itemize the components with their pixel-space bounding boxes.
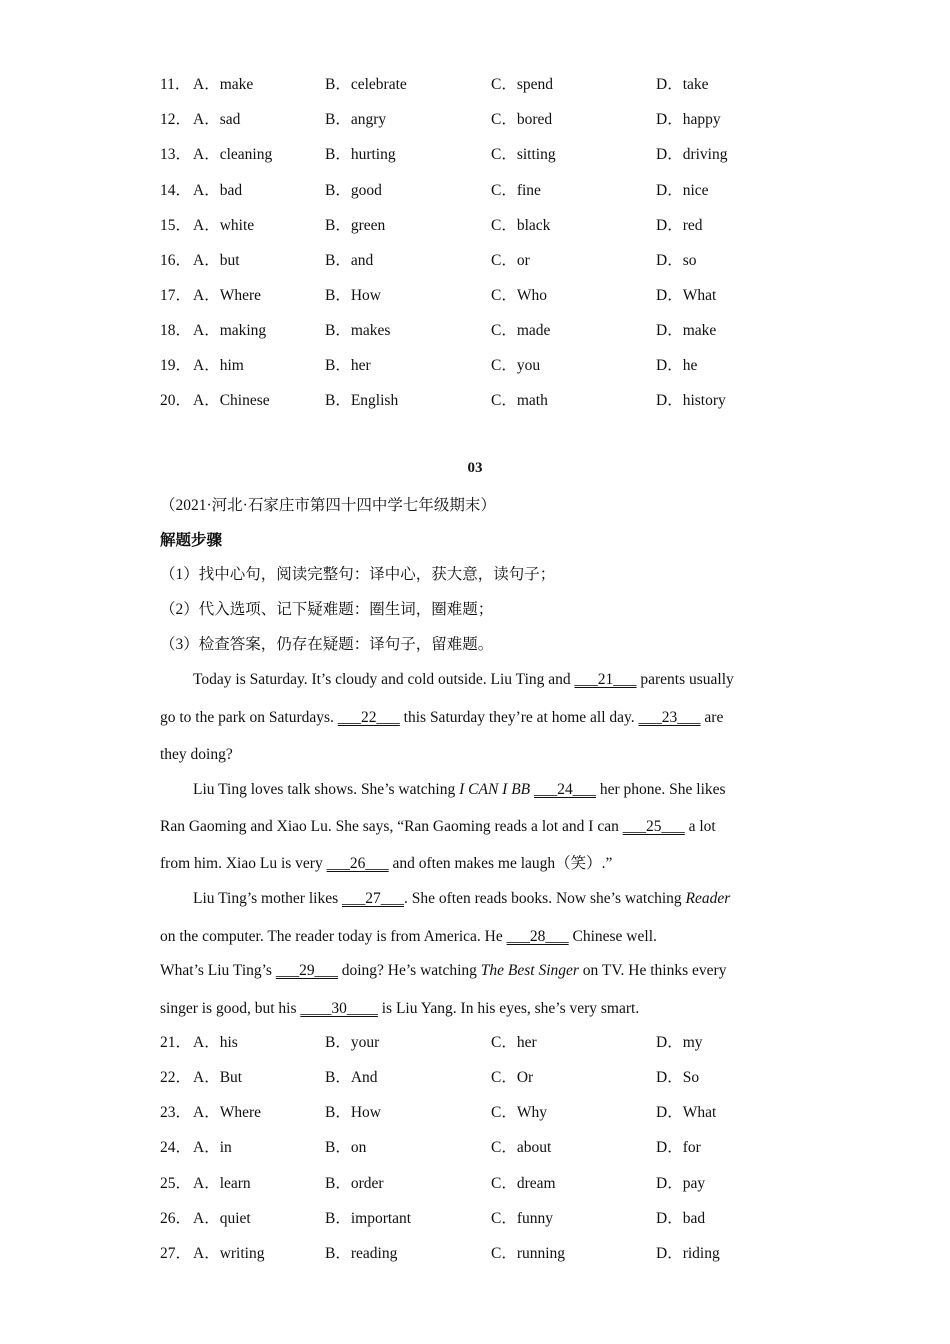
option-b: B．makes: [325, 322, 391, 339]
option-d: D．What: [656, 1104, 717, 1121]
text: are: [700, 709, 724, 726]
question-number: 23．: [160, 1104, 192, 1121]
question-row: [160, 1102, 800, 1124]
blank-25: ___25___: [622, 818, 685, 835]
question-number: 27．: [160, 1245, 192, 1262]
text: they doing?: [160, 746, 233, 763]
option-a: A．Where: [193, 287, 261, 304]
option-a: A．cleaning: [193, 146, 273, 163]
option-a: A．making: [193, 322, 267, 339]
option-c: C．sitting: [491, 146, 556, 163]
passage-line: [160, 744, 788, 766]
option-c: C．or: [491, 252, 530, 269]
option-c: C．you: [491, 357, 541, 374]
option-d: D．for: [656, 1139, 701, 1156]
question-row: [160, 215, 800, 237]
text: on the computer. The reader today is from America. He: [160, 928, 507, 945]
question-row: [160, 390, 800, 412]
option-a: A．his: [193, 1034, 238, 1051]
text: singer is good, but his: [160, 1000, 301, 1017]
question-row: [160, 1173, 800, 1195]
text: is Liu Yang. In his eyes, she’s very smart.: [377, 1000, 640, 1017]
option-b: B．her: [325, 357, 371, 374]
option-a: A．him: [193, 357, 244, 374]
option-a: A．But: [193, 1069, 243, 1086]
steps-heading: 解题步骤: [160, 532, 223, 549]
option-b: B．angry: [325, 111, 387, 128]
option-b: B．and: [325, 252, 374, 269]
option-a: A．but: [193, 252, 240, 269]
question-number: 26．: [160, 1210, 192, 1227]
text: on TV. He thinks every: [578, 962, 727, 979]
option-c: C．math: [491, 392, 548, 409]
passage-line: [160, 926, 788, 948]
passage-line: [160, 779, 821, 801]
option-b: B．on: [325, 1139, 367, 1156]
option-d: D．red: [656, 217, 703, 234]
text: Chinese well.: [568, 928, 657, 945]
text: from him. Xiao Lu is very: [160, 855, 327, 872]
option-a: A．learn: [193, 1175, 251, 1192]
question-number: 20．: [160, 392, 192, 409]
blank-28: ___28___: [506, 928, 569, 945]
option-b: B．celebrate: [325, 76, 407, 93]
passage-line: [160, 888, 821, 910]
section-number: 03: [467, 460, 483, 476]
show-title: I CAN I BB: [459, 781, 531, 798]
option-d: D．happy: [656, 111, 721, 128]
option-d: D．riding: [656, 1245, 720, 1262]
question-number: 12．: [160, 111, 192, 128]
option-a: A．sad: [193, 111, 241, 128]
blank-29: ___29___: [275, 962, 338, 979]
option-c: C．Or: [491, 1069, 534, 1086]
question-number: 21．: [160, 1034, 192, 1051]
option-d: D．so: [656, 252, 697, 269]
option-a: A．white: [193, 217, 255, 234]
blank-30: ____30____: [300, 1000, 378, 1017]
text: Today is Saturday. It’s cloudy and cold outside. Liu Ting and: [193, 671, 575, 688]
show-title: The Best Singer: [480, 962, 579, 979]
option-d: D．take: [656, 76, 709, 93]
option-d: D．make: [656, 322, 717, 339]
option-c: C．funny: [491, 1210, 554, 1227]
source-line: （2021·河北·石家庄市第四十四中学七年级期末）: [160, 497, 496, 514]
option-b: B．How: [325, 1104, 381, 1121]
text: doing? He’s watching: [337, 962, 481, 979]
question-number: 11．: [160, 76, 191, 93]
text: go to the park on Saturdays.: [160, 709, 338, 726]
option-b: B．important: [325, 1210, 412, 1227]
option-b: B．hurting: [325, 146, 396, 163]
text: Liu Ting’s mother likes: [193, 890, 342, 907]
passage-line: [160, 707, 788, 729]
option-d: D．pay: [656, 1175, 706, 1192]
option-c: C．about: [491, 1139, 552, 1156]
option-c: C．fine: [491, 182, 541, 199]
text: . She often reads books. Now she’s watching: [404, 890, 686, 907]
blank-27: ___27___: [342, 890, 404, 907]
option-d: D．So: [656, 1069, 700, 1086]
option-d: D．history: [656, 392, 726, 409]
text: and often makes me laugh（笑）.”: [388, 855, 613, 872]
blank-26: ___26___: [326, 855, 389, 872]
passage-line: [160, 816, 788, 838]
option-b: B．green: [325, 217, 386, 234]
option-c: C．black: [491, 217, 551, 234]
question-number: 17．: [160, 287, 192, 304]
option-c: C．running: [491, 1245, 566, 1262]
option-b: B．order: [325, 1175, 384, 1192]
question-row: [160, 355, 800, 377]
option-c: C．Who: [491, 287, 547, 304]
show-title: Reader: [685, 890, 731, 907]
question-row: [160, 285, 800, 307]
option-b: B．And: [325, 1069, 378, 1086]
text: Ran Gaoming and Xiao Lu. She says, “Ran Gaoming reads a lot and I can: [160, 818, 623, 835]
passage-line: [160, 960, 788, 982]
option-b: B．English: [325, 392, 399, 409]
option-a: A．Chinese: [193, 392, 270, 409]
option-a: A．make: [193, 76, 254, 93]
question-row: [160, 1208, 800, 1230]
option-b: B．your: [325, 1034, 380, 1051]
question-number: 15．: [160, 217, 192, 234]
question-row: [160, 144, 800, 166]
blank-24: ___24___: [534, 781, 597, 798]
passage-line: [160, 669, 821, 691]
question-row: [160, 320, 800, 342]
text: Liu Ting loves talk shows. She’s watching: [193, 781, 460, 798]
option-d: D．driving: [656, 146, 728, 163]
text: her phone. She likes: [596, 781, 726, 798]
text: What’s Liu Ting’s: [160, 962, 276, 979]
option-c: C．her: [491, 1034, 537, 1051]
option-a: A．writing: [193, 1245, 265, 1262]
blank-21: ___21___: [574, 671, 637, 688]
option-d: D．my: [656, 1034, 703, 1051]
step-2: （2）代入选项、记下疑难题：圈生词，圈难题；: [160, 601, 494, 618]
option-d: D．bad: [656, 1210, 706, 1227]
question-number: 18．: [160, 322, 192, 339]
option-c: C．bored: [491, 111, 553, 128]
question-number: 22．: [160, 1069, 192, 1086]
option-b: B．good: [325, 182, 382, 199]
question-row: [160, 109, 800, 131]
option-a: A．in: [193, 1139, 232, 1156]
step-3: （3）检查答案，仍存在疑题：译句子，留难题。: [160, 636, 494, 653]
passage-line: [160, 998, 788, 1020]
text: parents usually: [636, 671, 734, 688]
option-a: A．quiet: [193, 1210, 251, 1227]
text: this Saturday they’re at home all day.: [399, 709, 639, 726]
option-d: D．nice: [656, 182, 709, 199]
text: a lot: [684, 818, 716, 835]
question-number: 24．: [160, 1139, 192, 1156]
question-row: [160, 1067, 800, 1089]
question-number: 13．: [160, 146, 192, 163]
option-d: D．What: [656, 287, 717, 304]
step-1: （1）找中心句，阅读完整句：译中心，获大意，读句子；: [160, 566, 556, 583]
option-c: C．spend: [491, 76, 554, 93]
blank-23: ___23___: [638, 709, 701, 726]
question-row: [160, 74, 800, 96]
option-c: C．dream: [491, 1175, 556, 1192]
question-row: [160, 1137, 800, 1159]
question-number: 19．: [160, 357, 192, 374]
passage-line: [160, 853, 788, 875]
option-c: C．made: [491, 322, 551, 339]
option-b: B．reading: [325, 1245, 398, 1262]
question-number: 14．: [160, 182, 192, 199]
question-row: [160, 250, 800, 272]
question-row: [160, 1243, 800, 1265]
question-row: [160, 1032, 800, 1054]
question-number: 16．: [160, 252, 192, 269]
question-row: [160, 180, 800, 202]
option-d: D．he: [656, 357, 698, 374]
option-a: A．bad: [193, 182, 243, 199]
option-a: A．Where: [193, 1104, 261, 1121]
option-c: C．Why: [491, 1104, 547, 1121]
option-b: B．How: [325, 287, 381, 304]
question-number: 25．: [160, 1175, 192, 1192]
blank-22: ___22___: [337, 709, 400, 726]
